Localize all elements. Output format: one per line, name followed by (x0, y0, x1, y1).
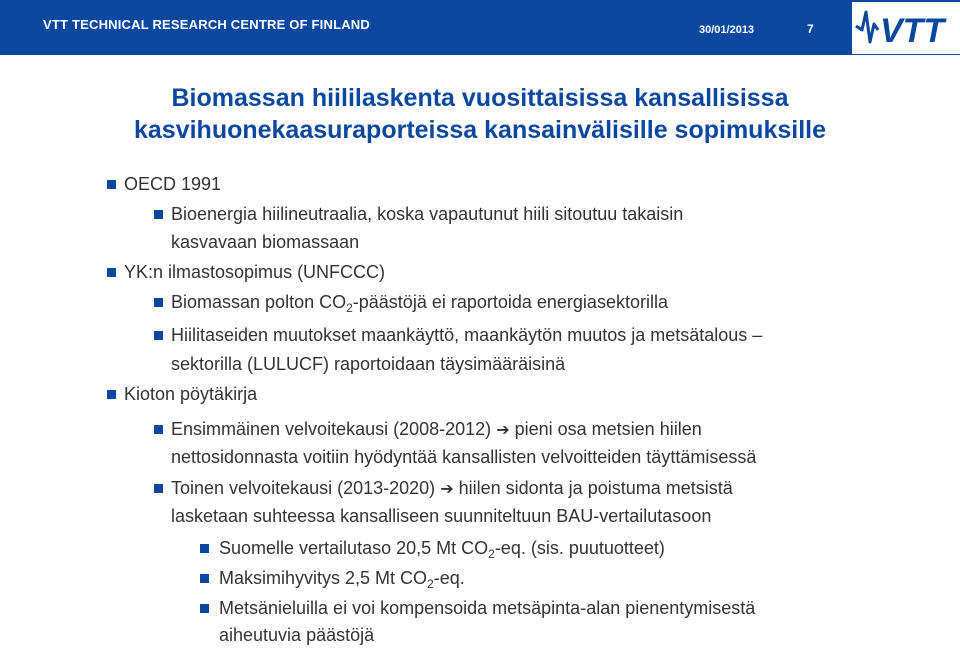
bullet-unfccc: YK:n ilmastosopimus (UNFCCC) (124, 262, 386, 282)
vtt-logo (852, 2, 960, 54)
right-arrow-icon: ➔ (496, 420, 510, 439)
bullet-icon (154, 210, 163, 219)
title-line-2: kasvihuonekaasuraporteissa kansainvälisille sopimuksille (133, 116, 826, 144)
bullet-toinen-line1: Toinen velvoitekausi (2013-2020) ➔ hiilen sidonta ja poistuma metsistä (171, 478, 733, 498)
bullet-metsanielu-line2: aiheutuvia päästöjä (219, 625, 375, 645)
slide-date: 30/01/2013 (699, 24, 755, 36)
bullet-icon (107, 390, 116, 399)
bullet-toinen-line2: lasketaan suhteessa kansalliseen suunniteltuun BAU-vertailutasoon (171, 506, 712, 526)
bullet-bioenergia-line2: kasvavaan biomassaan (171, 232, 360, 252)
slide-title (0, 82, 960, 146)
bullet-icon (154, 331, 163, 340)
bullet-oecd: OECD 1991 (124, 174, 222, 194)
organization-name: VTT TECHNICAL RESEARCH CENTRE OF FINLAND (43, 17, 370, 32)
bullet-suomelle: Suomelle vertailutaso 20,5 Mt $CO_2-eq$. (sis. puutuotteet) (219, 538, 665, 561)
bullet-icon (200, 574, 209, 583)
bullet-icon (154, 484, 163, 493)
bullet-hiilitaseiden-line2: sektorilla (LULUCF) raportoidaan täysimääräisinä (171, 354, 566, 374)
bullet-maksimi: Maksimihyvitys 2,5 Mt $CO_2-eq$. (219, 568, 465, 591)
bullet-hiilitaseiden-line1: Hiilitaseiden muutokset maankäyttö, maankäytön muutos ja metsätalous – (171, 325, 763, 345)
bullet-icon (200, 604, 209, 613)
bullet-icon (200, 544, 209, 553)
bullet-icon (154, 298, 163, 307)
bullet-polton: Biomassan polton $CO_2$-päästöjä ei raportoida energiasektorilla (171, 292, 668, 315)
bullet-icon (107, 268, 116, 277)
bullet-ensimmainen-line1: Ensimmäinen velvoitekausi (2008-2012) ➔ pieni osa metsien hiilen (171, 419, 702, 439)
bullet-bioenergia-line1: Bioenergia hiilineutraalia, koska vapautunut hiili sitoutuu takaisin (171, 204, 684, 224)
vtt-logo-icon (852, 2, 960, 54)
header-bar (0, 0, 960, 55)
logo-text: VTT (880, 12, 945, 50)
bullet-kioto: Kioton pöytäkirja (124, 384, 258, 404)
bullet-icon (107, 180, 116, 189)
page-number: 7 (807, 22, 814, 36)
right-arrow-icon: ➔ (440, 479, 454, 498)
bullet-ensimmainen-line2: nettosidonnasta voitiin hyödyntää kansallisten velvoitteiden täyttämisessä (171, 447, 757, 467)
bullet-metsanielu-line1: Metsänieluilla ei voi kompensoida metsäpinta-alan pienentymisestä (219, 598, 756, 618)
title-line-1: Biomassan hiililaskenta vuosittaisissa kansallisissa (171, 84, 789, 112)
bullet-icon (154, 425, 163, 434)
